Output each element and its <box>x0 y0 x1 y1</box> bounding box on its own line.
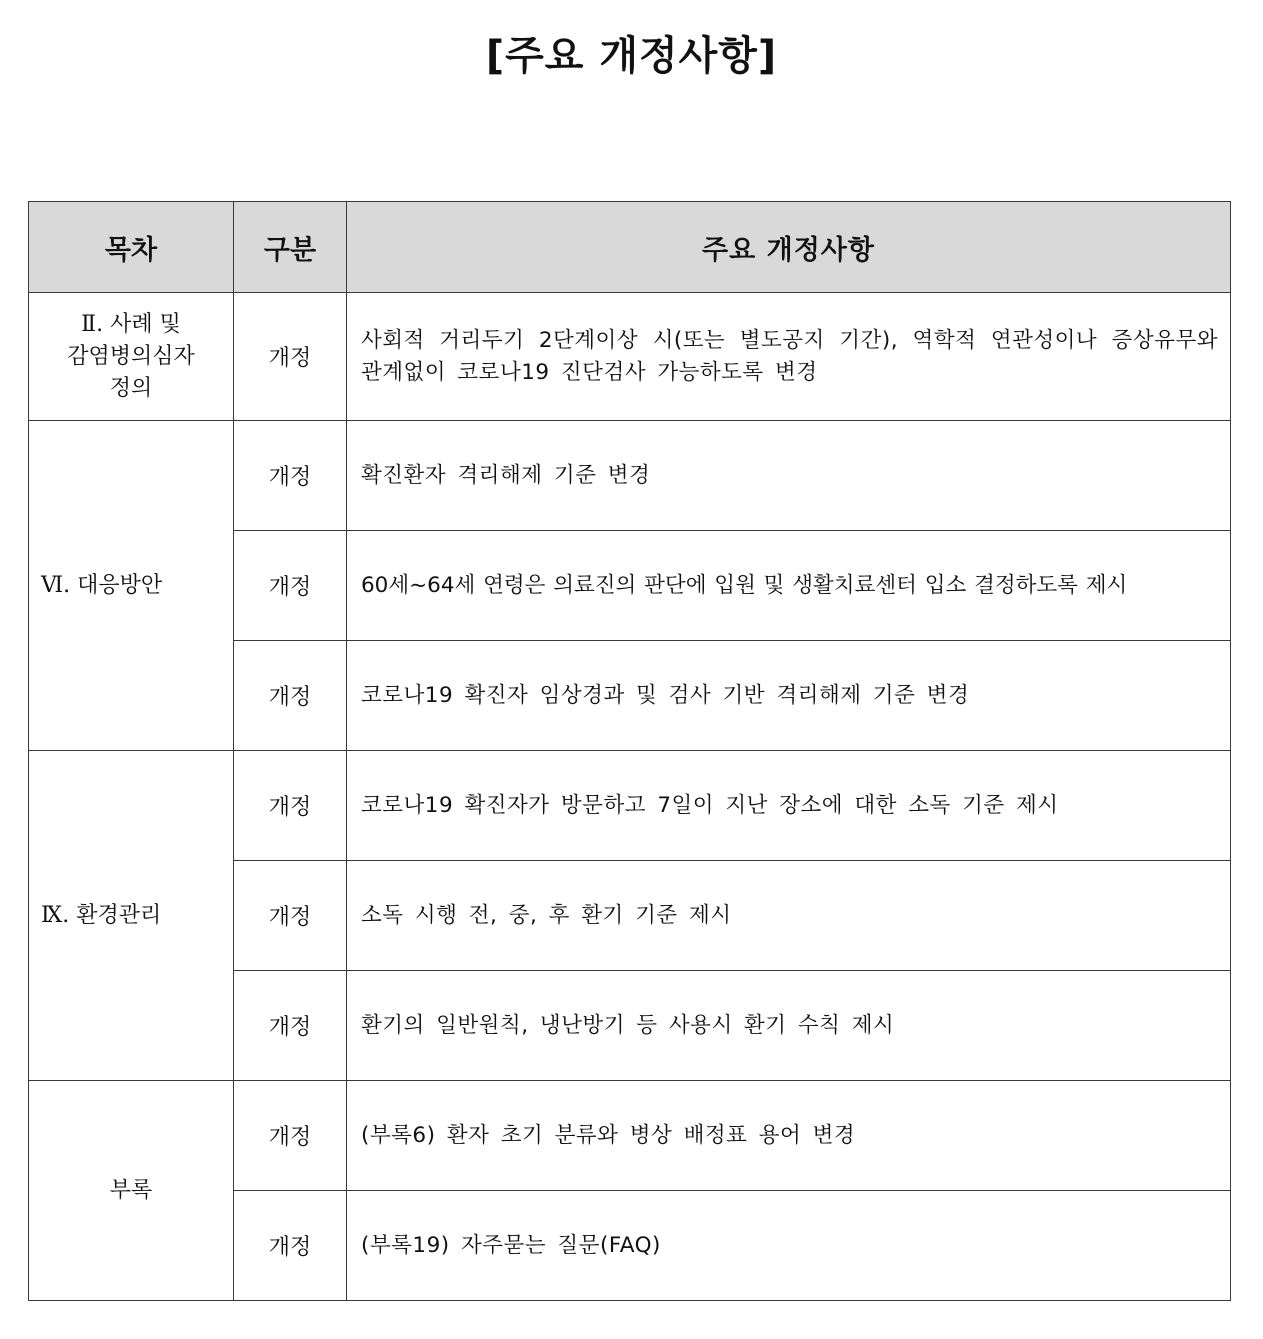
description-cell: 확진환자 격리해제 기준 변경 <box>347 421 1231 531</box>
description-cell: 사회적 거리두기 2단계이상 시(또는 별도공지 기간), 역학적 연관성이나 증상유무와 관계없이 코로나19 진단검사 가능하도록 변경 <box>347 293 1231 421</box>
toc-cell-appendix: 부록 <box>29 1081 234 1301</box>
type-cell: 개정 <box>234 293 347 421</box>
type-cell: 개정 <box>234 971 347 1081</box>
description-cell: 코로나19 확진자 임상경과 및 검사 기반 격리해제 기준 변경 <box>347 641 1231 751</box>
toc-numeral: Ⅸ. <box>41 902 70 928</box>
table-row <box>29 1081 1231 1191</box>
document-title: [주요 개정사항] <box>485 33 778 79</box>
description-cell: 코로나19 확진자가 방문하고 7일이 지난 장소에 대한 소독 기준 제시 <box>347 751 1231 861</box>
type-cell: 개정 <box>234 531 347 641</box>
toc-label: 환경관리 <box>69 902 162 928</box>
toc-cell-section-6 <box>29 421 234 751</box>
table-row <box>29 293 1231 421</box>
toc-cell-section-2 <box>29 293 234 421</box>
revisions-table <box>28 201 1231 1301</box>
toc-label: 감염병의심자 <box>67 343 195 369</box>
toc-label: 대응방안 <box>70 572 163 598</box>
description-cell: 환기의 일반원칙, 냉난방기 등 사용시 환기 수칙 제시 <box>347 971 1231 1081</box>
table-header-row <box>29 202 1231 293</box>
type-cell: 개정 <box>234 1081 347 1191</box>
toc-numeral: Ⅱ. <box>81 311 104 337</box>
description-cell: (부록19) 자주묻는 질문(FAQ) <box>347 1191 1231 1301</box>
toc-label: 정의 <box>109 375 153 401</box>
type-cell: 개정 <box>234 751 347 861</box>
description-cell: 소독 시행 전, 중, 후 환기 기준 제시 <box>347 861 1231 971</box>
table-row <box>29 751 1231 861</box>
header-description: 주요 개정사항 <box>347 202 1231 293</box>
type-cell: 개정 <box>234 861 347 971</box>
header-toc: 목차 <box>29 202 234 293</box>
toc-cell-section-9 <box>29 751 234 1081</box>
type-cell: 개정 <box>234 641 347 751</box>
table-row <box>29 421 1231 531</box>
header-type: 구분 <box>234 202 347 293</box>
toc-label: 사례 및 <box>103 311 181 337</box>
description-cell: 60세~64세 연령은 의료진의 판단에 입원 및 생활치료센터 입소 결정하도록 제시 <box>347 531 1231 641</box>
toc-numeral: Ⅵ. <box>41 572 71 598</box>
type-cell: 개정 <box>234 421 347 531</box>
type-cell: 개정 <box>234 1191 347 1301</box>
description-cell: (부록6) 환자 초기 분류와 병상 배정표 용어 변경 <box>347 1081 1231 1191</box>
